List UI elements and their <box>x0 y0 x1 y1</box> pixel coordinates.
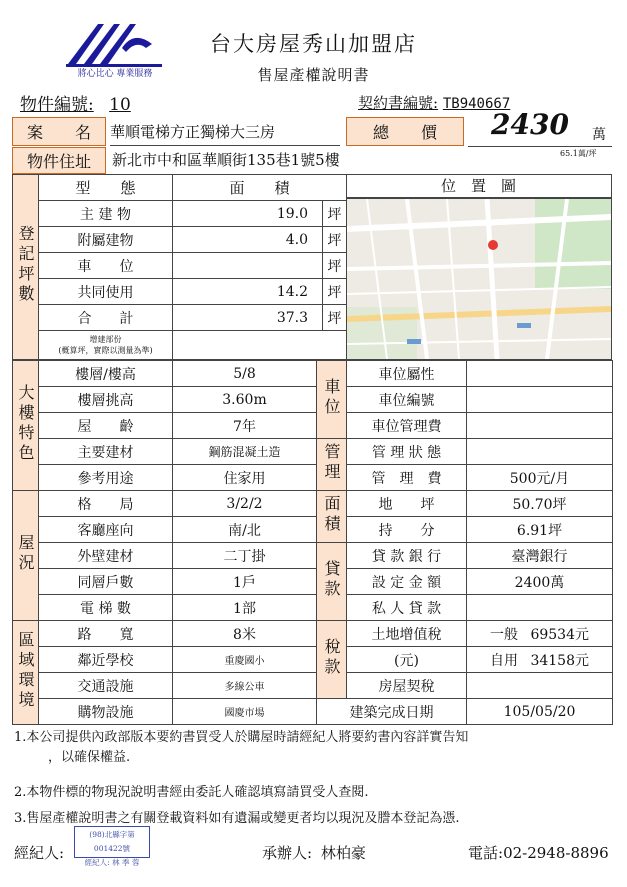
row-label: 貸 款 銀 行 <box>347 543 467 569</box>
row-value: 8米 <box>173 621 317 647</box>
case-name-label: 案 名 <box>12 117 106 146</box>
row-value <box>467 387 613 413</box>
row-value: 2400萬 <box>467 569 613 595</box>
row-unit: 坪 <box>323 201 347 227</box>
address-label: 物件住址 <box>12 147 106 174</box>
details-table <box>12 360 613 725</box>
contract-number-label: 契約書編號: <box>358 94 439 112</box>
handler-label: 承辦人: <box>262 844 313 862</box>
row-value: 1戶 <box>173 569 317 595</box>
note-line: 3.售屋產權說明書之有關登載資料如有遺漏或變更者均以現況及謄本登記為憑. <box>14 810 460 826</box>
row-unit: 坪 <box>323 279 347 305</box>
agent-label: 經紀人: <box>14 844 65 862</box>
phone-label: 電話: <box>468 844 504 862</box>
loan-section-label: 貸款 <box>317 543 347 621</box>
row-label: 外壁建材 <box>39 543 173 569</box>
map-header: 位 置 圖 <box>346 174 612 198</box>
row-label: 屋 齡 <box>39 413 173 439</box>
table-row <box>13 253 347 279</box>
agent-stamp: (98)北縣字第001422號 經紀人: 林 季 蓉 <box>74 826 150 858</box>
row-label: 私 人 貸 款 <box>347 595 467 621</box>
row-label: 鄰近學校 <box>39 647 173 673</box>
table-row <box>13 201 347 227</box>
registration-note <box>39 331 173 360</box>
row-label: 參考用途 <box>39 465 173 491</box>
row-unit: 坪 <box>323 253 347 279</box>
phone <box>468 842 609 863</box>
row-label: 地 坪 <box>347 491 467 517</box>
map-frame <box>346 198 612 360</box>
row-label: 主 建 物 <box>39 201 173 227</box>
row-label: 同層戶數 <box>39 569 173 595</box>
self-use-tax-label: 自用 <box>490 652 518 669</box>
row-label: 主要建材 <box>39 439 173 465</box>
registration-table <box>12 174 347 360</box>
row-label: 管 理 費 <box>347 465 467 491</box>
row-label: 附屬建物 <box>39 227 173 253</box>
row-value: 19.0 <box>173 201 323 227</box>
completion-date-value: 105/05/20 <box>467 699 613 725</box>
deed-tax-value <box>467 673 613 699</box>
row-value: 重慶國小 <box>173 647 317 673</box>
self-use-tax-value: 34158元 <box>530 652 589 669</box>
general-tax-label: 一般 <box>490 626 518 643</box>
parking-section-label: 車位 <box>317 361 347 439</box>
area-section-label: 區域環境 <box>13 621 39 725</box>
table-row <box>13 279 347 305</box>
phone-number: 02-2948-8896 <box>503 844 609 862</box>
land-tax-label: 土地增值稅 <box>347 621 467 647</box>
item-number <box>20 90 135 115</box>
price-value: 2430 <box>491 108 569 141</box>
unit-price: 65.1萬/坪 <box>560 149 597 158</box>
item-number-value: 10 <box>109 95 131 115</box>
row-value: 50.70坪 <box>467 491 613 517</box>
row-unit: 坪 <box>323 305 347 331</box>
col-type: 型 態 <box>39 175 173 201</box>
row-value <box>467 595 613 621</box>
row-value <box>467 361 613 387</box>
row-value: 國慶市場 <box>173 699 317 725</box>
table-row <box>13 305 347 331</box>
note-line: 1.本公司提供內政部版本要約書買受人於購屋時請經紀人將要約書內容詳實告知 <box>14 730 469 745</box>
row-value: 5/8 <box>173 361 317 387</box>
row-label: 樓層/樓高 <box>39 361 173 387</box>
row-value: 二丁掛 <box>173 543 317 569</box>
row-value: 1部 <box>173 595 317 621</box>
page-title: 台大房屋秀山加盟店 <box>210 32 417 56</box>
row-label: 持 分 <box>347 517 467 543</box>
row-label: 合 計 <box>39 305 173 331</box>
address: 新北市中和區華順街135巷1號5樓 <box>112 151 340 169</box>
row-value: 鋼筋混凝土造 <box>173 439 317 465</box>
contract-number-value: TB940667 <box>442 96 511 112</box>
row-value: 14.2 <box>173 279 323 305</box>
row-value: 3/2/2 <box>173 491 317 517</box>
row-label: 購物設施 <box>39 699 173 725</box>
row-label: 共同使用 <box>39 279 173 305</box>
row-value: 南/北 <box>173 517 317 543</box>
land-tax-unit: (元) <box>347 647 467 673</box>
notes <box>14 728 468 828</box>
row-value: 6.91坪 <box>467 517 613 543</box>
price-label: 總 價 <box>346 117 464 146</box>
case-name: 華順電梯方正獨梯大三房 <box>110 119 340 146</box>
row-label: 電 梯 數 <box>39 595 173 621</box>
note-line: 增建部份 <box>89 335 122 344</box>
item-number-label: 物件編號: <box>20 95 94 115</box>
row-unit: 坪 <box>323 227 347 253</box>
note-line: (概算坪，實際以測量為準) <box>58 346 153 355</box>
deed-tax-label: 房屋契稅 <box>347 673 467 699</box>
house-section-label: 屋況 <box>13 491 39 621</box>
row-label: 客廳座向 <box>39 517 173 543</box>
management-section-label: 管理 <box>317 439 347 491</box>
note-line: ，以確保權益. <box>48 749 131 765</box>
row-label: 路 寬 <box>39 621 173 647</box>
registration-section-label: 登記坪數 <box>13 175 39 360</box>
row-value <box>467 413 613 439</box>
row-label: 車位屬性 <box>347 361 467 387</box>
row-label: 設 定 金 額 <box>347 569 467 595</box>
row-label: 車位編號 <box>347 387 467 413</box>
row-value: 住家用 <box>173 465 317 491</box>
handler <box>262 842 366 863</box>
price-unit: 萬 <box>592 127 606 143</box>
table-row <box>13 227 347 253</box>
row-value: 7年 <box>173 413 317 439</box>
price-underline <box>468 146 612 147</box>
row-label: 車 位 <box>39 253 173 279</box>
col-area: 面 積 <box>173 175 347 201</box>
row-label: 交通設施 <box>39 673 173 699</box>
row-value: 臺灣銀行 <box>467 543 613 569</box>
row-label: 格 局 <box>39 491 173 517</box>
row-value: 3.60m <box>173 387 317 413</box>
completion-date-label: 建築完成日期 <box>317 699 467 725</box>
row-label: 管 理 狀 態 <box>347 439 467 465</box>
self-use-tax <box>467 647 613 673</box>
handler-name: 林柏豪 <box>320 844 366 862</box>
row-value: 37.3 <box>173 305 323 331</box>
row-value: 多線公車 <box>173 673 317 699</box>
land-section-label: 面積 <box>317 491 347 543</box>
general-tax-value: 69534元 <box>530 626 589 643</box>
row-value <box>467 439 613 465</box>
row-value: 500元/月 <box>467 465 613 491</box>
logo-slogan: 將心比心 專業服務 <box>77 69 153 79</box>
note-line: 2.本物件標的物現況說明書經由委託人確認填寫請買受人查閱. <box>14 785 369 800</box>
building-section-label: 大樓特色 <box>13 361 39 491</box>
general-tax <box>467 621 613 647</box>
row-value: 4.0 <box>173 227 323 253</box>
tax-section-label: 稅款 <box>317 621 347 699</box>
row-label: 樓層挑高 <box>39 387 173 413</box>
row-label: 車位管理費 <box>347 413 467 439</box>
row-value <box>173 253 323 279</box>
page-subtitle: 售屋產權說明書 <box>257 66 370 84</box>
empty-cell <box>173 331 347 360</box>
